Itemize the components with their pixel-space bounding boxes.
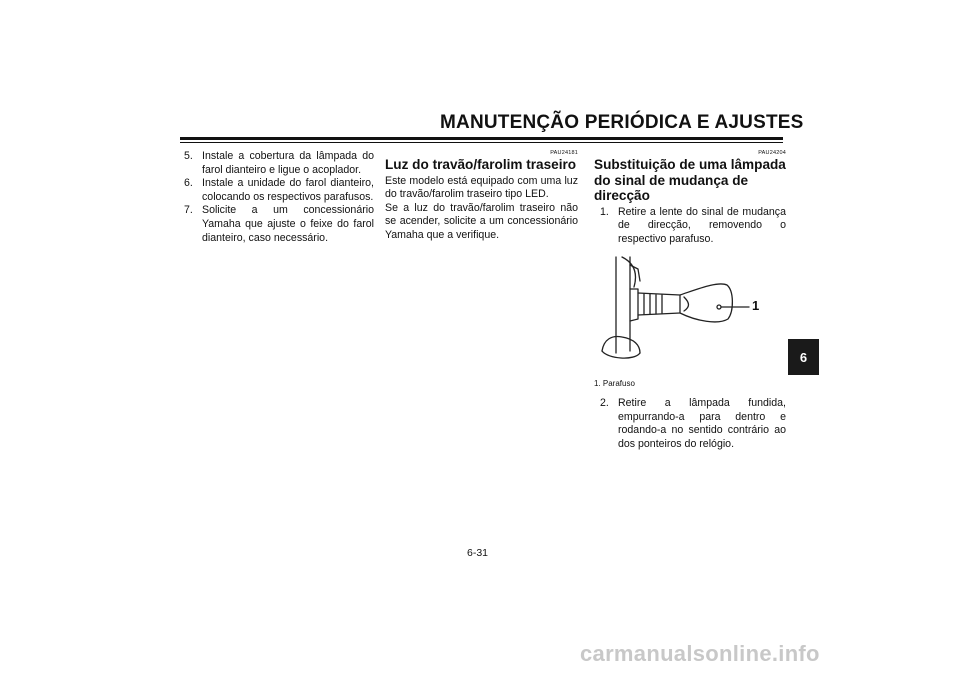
section-code: PAU24204 bbox=[758, 150, 786, 156]
step-number: 6. bbox=[184, 177, 193, 190]
figure-callout-label: 1 bbox=[752, 298, 760, 314]
step-number: 2. bbox=[600, 397, 609, 410]
figure-caption: 1. Parafuso bbox=[594, 379, 635, 389]
list-item bbox=[600, 397, 786, 451]
list-item bbox=[184, 177, 374, 204]
list-item bbox=[184, 150, 374, 177]
chapter-tab: 6 bbox=[788, 339, 819, 375]
step-number: 5. bbox=[184, 150, 193, 162]
step-number: 1. bbox=[600, 205, 609, 218]
watermark: carmanualsonline.info bbox=[580, 641, 820, 666]
section-heading: Substituição de uma lâmpada do sinal de mudança de direcção bbox=[594, 157, 786, 203]
header-rule-thin bbox=[180, 142, 783, 143]
page-number: 6-31 bbox=[467, 547, 489, 559]
step-text: Solicite a um concessionário Yamaha que ajuste o feixe do farol dianteiro, caso necessário. bbox=[202, 204, 374, 244]
step-number: 7. bbox=[184, 204, 193, 217]
page-title: MANUTENÇÃO PERIÓDICA E AJUSTES bbox=[440, 112, 804, 133]
right-column bbox=[594, 150, 786, 452]
step-text: Retire a lente do sinal de mudança de direcção, removendo o respectivo parafuso. bbox=[618, 205, 786, 245]
turn-signal-illustration bbox=[594, 251, 774, 376]
list-item bbox=[600, 206, 786, 247]
step-text: Retire a lâmpada fundida, empurrando-a para dentro e rodando-a no sentido contrário ao dos ponteiros do relógio. bbox=[618, 397, 786, 451]
section-code: PAU24181 bbox=[550, 150, 578, 156]
left-column bbox=[184, 150, 374, 245]
step-text: Instale a cobertura da lâmpada do farol dianteiro e ligue o acoplador. bbox=[202, 150, 374, 176]
header-rule-thick bbox=[180, 137, 783, 140]
paragraph: Este modelo está equipado com uma luz do travão/farolim traseiro tipo LED. bbox=[385, 174, 578, 201]
list-item bbox=[184, 204, 374, 245]
step-text: Instale a unidade do farol dianteiro, colocando os respectivos parafusos. bbox=[202, 177, 374, 203]
turn-signal-figure bbox=[594, 251, 774, 376]
section-heading: Luz do travão/farolim traseiro bbox=[385, 157, 577, 172]
middle-column bbox=[385, 150, 578, 242]
paragraph: Se a luz do travão/farolim traseiro não se acender, solicite a um concessionário Yamaha que a verifique. bbox=[385, 201, 578, 241]
